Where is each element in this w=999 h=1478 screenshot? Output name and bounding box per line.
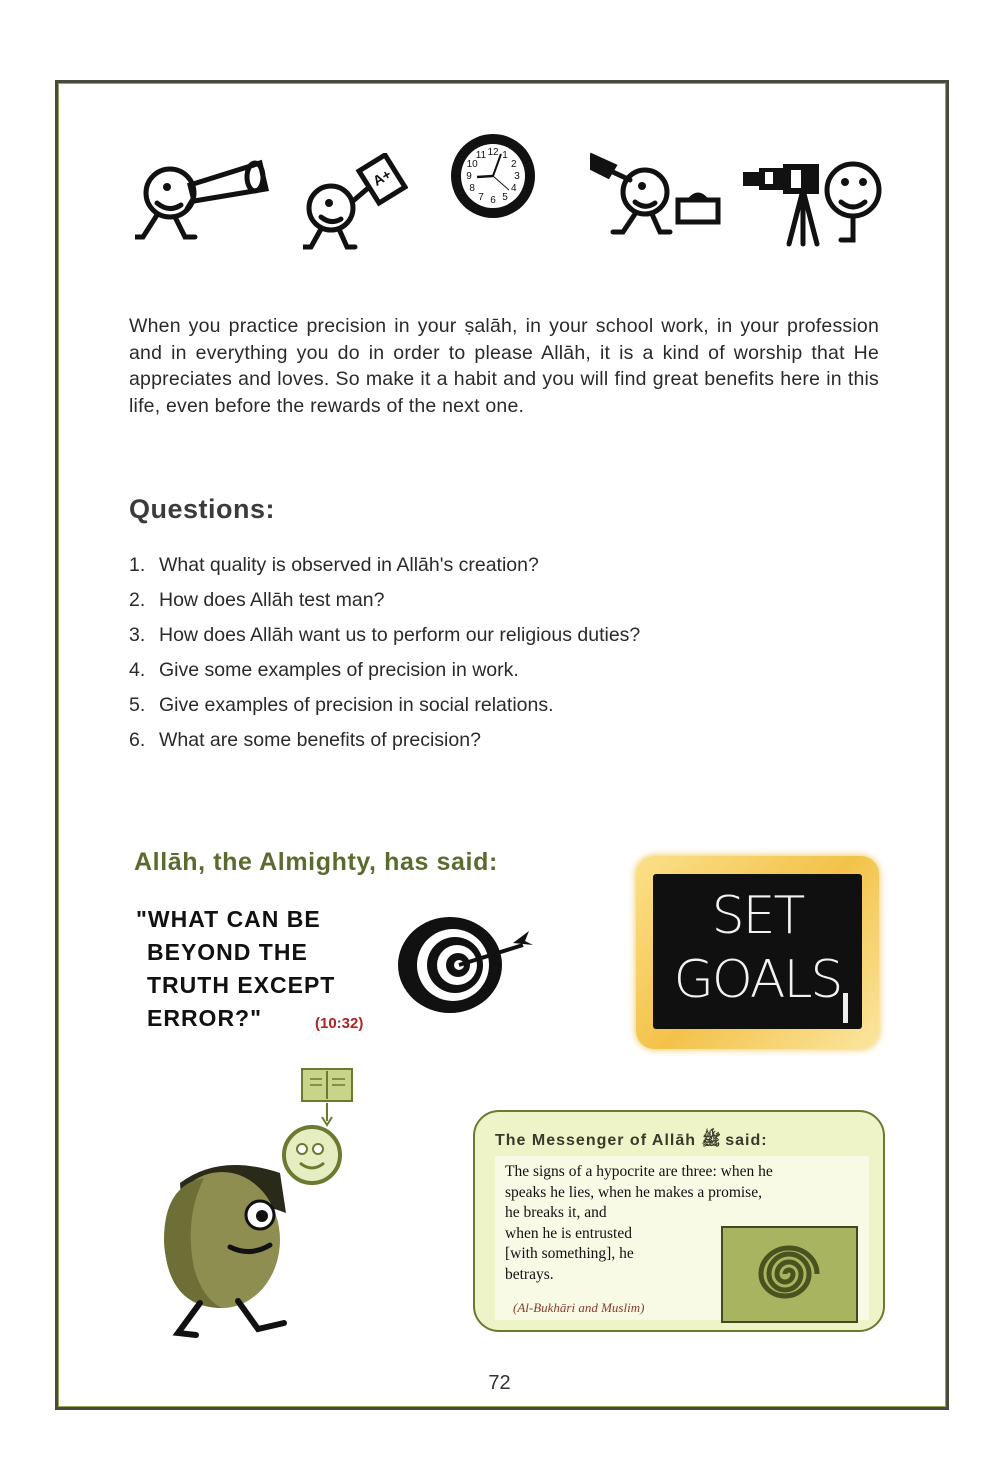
verse-line: BEYOND THE (147, 939, 308, 965)
question-text: How does Allāh want us to perform our religious duties? (159, 624, 641, 646)
clock-numeral: 9 (466, 171, 472, 182)
hadith-title: The Messenger of Allāh ﷺ said: (495, 1132, 768, 1149)
clock-numeral: 3 (514, 171, 520, 182)
verse-line: TRUTH EXCEPT (147, 972, 336, 998)
question-item (129, 655, 640, 690)
verse-line: ERROR?" (147, 1005, 263, 1031)
clock-numeral: 12 (487, 147, 499, 158)
intro-paragraph: When you practice precision in your ṣalāh, in your school work, in your profession and in everything you do in order to please Allāh, it is a kind of worship that He appreciates and loves. So make it a habit and you will find great benefits here in this life, even before the rewards of the next one. (129, 315, 879, 417)
chalk-stick (843, 993, 848, 1023)
hadith-line: The signs of a hypocrite are three: when he (505, 1163, 773, 1180)
hadith-panel (495, 1156, 869, 1320)
question-number: 5. (129, 694, 146, 716)
questions-title: Questions: (129, 494, 276, 524)
clock-icon (447, 130, 539, 222)
hammer-toolbox-character-icon (590, 150, 725, 245)
clock-numeral: 10 (466, 159, 478, 170)
clock-numeral: 1 (502, 150, 508, 162)
hadith-box (473, 1110, 885, 1332)
questions-list (129, 550, 640, 760)
clock-numeral: 6 (490, 195, 496, 206)
clock-numeral: 2 (511, 159, 517, 170)
grade-text: A+ (370, 165, 394, 189)
grade-paper-character-icon (303, 153, 408, 253)
clock-numeral: 11 (475, 150, 487, 162)
question-item (129, 690, 640, 725)
clock-numeral: 5 (502, 191, 508, 203)
question-item (129, 550, 640, 585)
question-number: 1. (129, 554, 146, 576)
question-text: What are some benefits of precision? (159, 729, 481, 751)
question-item (129, 585, 640, 620)
spiral-icon (721, 1226, 858, 1323)
question-text: How does Allāh test man? (159, 589, 385, 611)
hadith-line: he breaks it, and (505, 1204, 607, 1221)
target-arrow-icon (395, 915, 535, 1015)
clock-numeral: 8 (469, 183, 475, 194)
blackboard-surface (653, 874, 862, 1029)
hadith-line: [with something], he (505, 1245, 634, 1262)
question-number: 3. (129, 624, 146, 646)
question-item (129, 725, 640, 760)
question-number: 4. (129, 659, 146, 681)
clock-numeral: 7 (478, 191, 484, 203)
hadith-line: betrays. (505, 1265, 554, 1283)
question-number: 2. (129, 589, 146, 611)
illustration-row (125, 125, 885, 255)
question-text: What quality is observed in Allāh's creation? (159, 554, 539, 576)
question-item (129, 620, 640, 655)
hadith-line: speaks he lies, when he makes a promise, (505, 1183, 762, 1201)
hadith-line: when he is entrusted (505, 1224, 632, 1242)
hadith-source: (Al-Bukhāri and Muslim) (513, 1300, 645, 1315)
blackboard-text (653, 884, 862, 1012)
question-text: Give some examples of precision in work. (159, 659, 519, 681)
page-number: 72 (488, 1372, 511, 1394)
verse-reference: (10:32) (315, 1015, 364, 1032)
verse-line: "WHAT CAN BE (136, 906, 321, 932)
blackboard (636, 856, 879, 1049)
camera-character-icon (743, 150, 885, 250)
blackboard-line: GOALS (673, 950, 842, 1010)
blackboard-line: SET (711, 886, 804, 946)
telescope-character-icon (135, 155, 270, 255)
thinking-character-icon (150, 1065, 360, 1350)
question-number: 6. (129, 729, 146, 751)
question-text: Give examples of precision in social relations. (159, 694, 554, 716)
quran-heading: Allāh, the Almighty, has said: (134, 848, 498, 876)
clock-numeral: 4 (511, 183, 517, 194)
